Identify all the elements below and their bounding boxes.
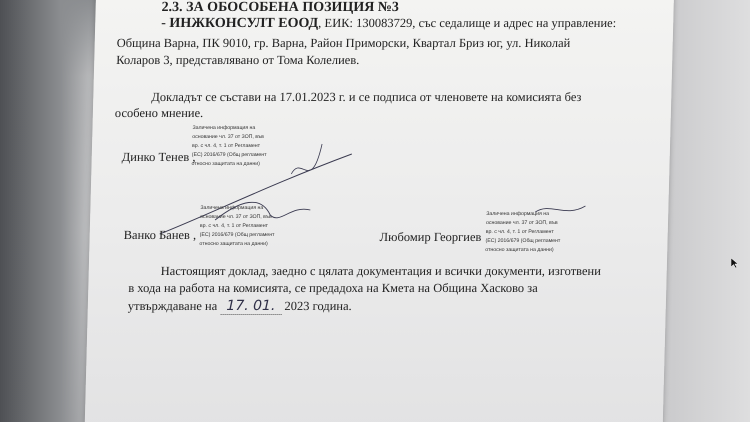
signature-stroke-3 [530,200,591,220]
stamp-text: Заличена информация на [200,205,264,211]
stamp-text: вр. с чл. 4, т. 1 от Регламент [199,223,269,229]
closing-line-1: Настоящият доклад, заедно с цялата документация и всички документи, изготвени [160,264,602,278]
stamp-text: Заличена информация на [192,125,256,131]
stamp-text: вр. с чл. 4, т. 1 от Регламент [485,229,554,235]
closing-line-3-suffix: 2023 година. [284,299,352,313]
company-name: - ИНЖКОНСУЛТ ЕООД [161,16,319,31]
stamp-text: относно защитата на данни) [199,241,268,247]
member-name-1: Динко Тенев , [121,150,196,164]
closing-line-3-prefix: утвърждаване на [127,299,218,313]
stamp-text: относно защитата на данни) [191,161,260,167]
handwritten-date: 17. 01. [220,298,281,315]
closing-line-2: в хода на работа на комисията, се предадоха на Кмета на Община Хасково за [128,281,538,295]
signature-stroke-2 [210,190,331,230]
document-page [84,0,674,422]
stamp-text: (ЕС) 2016/679 (Общ регламент [485,238,561,244]
member-name-2: Ванко Банев , [123,228,197,242]
stamp-text: (ЕС) 2016/679 (Общ регламент [191,152,267,158]
company-line [161,16,616,32]
closing-line-3 [128,298,352,314]
stamp-text: вр. с чл. 4, т. 1 от Регламент [191,143,261,149]
stamp-text: основание чл. 37 от ЗОП, във [200,214,272,220]
stamp-text: основание чл. 37 от ЗОП, във [485,220,558,226]
stamp-text: относно защитата на данни) [485,247,554,253]
address-line-2: Коларов 3, представлявано от Тома Колелиев. [116,53,360,67]
mouse-cursor-icon [731,258,739,268]
stamp-text: (ЕС) 2016/679 (Общ регламент [199,232,275,238]
report-line-2: особено мнение. [114,106,204,120]
member-name-3: Любомир Георгиев [379,230,482,244]
section-heading: 2.3. ЗА ОБОСОБЕНА ПОЗИЦИЯ №3 [161,0,400,15]
stamp-text: Заличена информация на [486,211,550,217]
company-details: , ЕИК: 130083729, със седалище и адрес на управление: [318,16,617,30]
address-line-1: Община Варна, ПК 9010, гр. Варна, Район Приморски, Квартал Бриз юг, ул. Николай [116,36,571,50]
viewer-background [660,0,750,422]
stamp-text: основание чл. 37 от ЗОП, във [192,134,264,140]
report-line-1: Докладът се състави на 17.01.2023 г. и се подписа от членовете на комисията без [151,90,582,104]
